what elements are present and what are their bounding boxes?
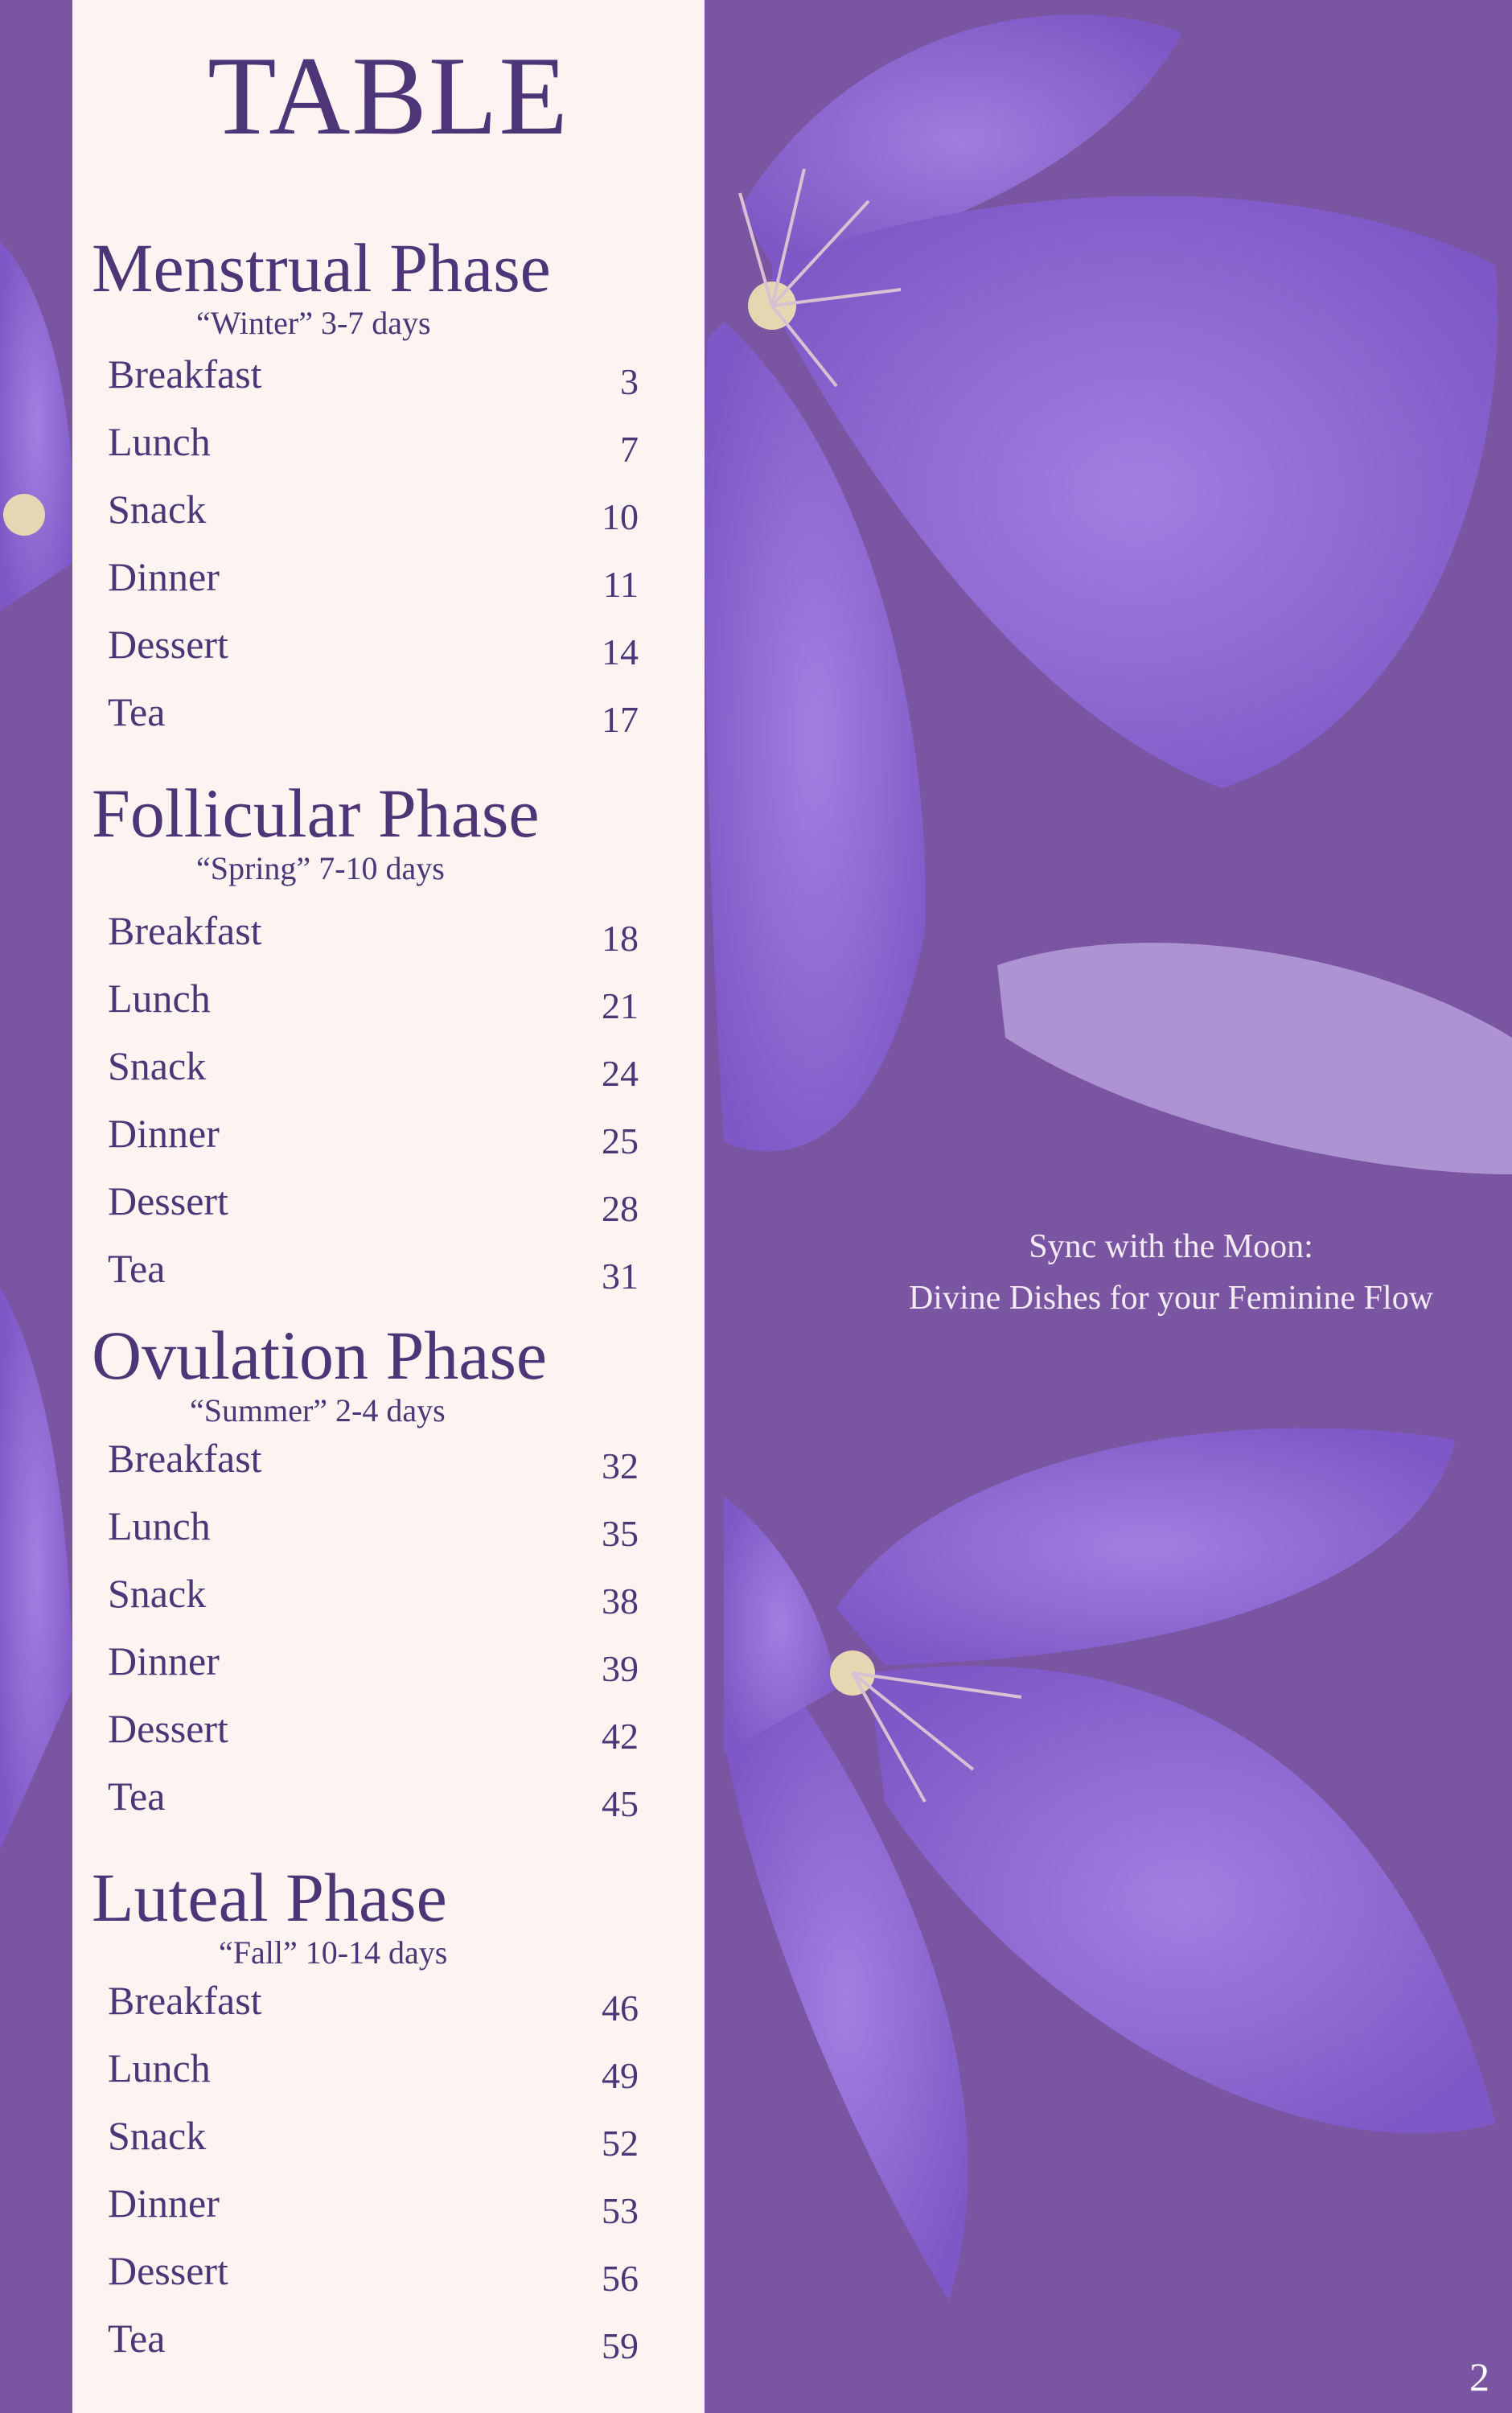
toc-entry-lunch[interactable] xyxy=(72,978,705,1046)
toc-entry-snack[interactable] xyxy=(72,1573,705,1641)
toc-entry-breakfast[interactable] xyxy=(72,1438,705,1506)
entry-label: Dessert xyxy=(108,1178,228,1223)
toc-entry-lunch[interactable] xyxy=(72,421,705,489)
entry-label: Dessert xyxy=(108,1706,228,1751)
toc-entry-snack[interactable] xyxy=(72,489,705,557)
toc-entry-breakfast[interactable] xyxy=(72,1980,705,2048)
entry-page-number: 25 xyxy=(602,1120,639,1161)
entry-page-number: 59 xyxy=(602,2325,639,2366)
entry-label: Lunch xyxy=(108,976,211,1021)
entry-page-number: 42 xyxy=(602,1716,639,1757)
entry-page-number: 46 xyxy=(602,1988,639,2029)
entry-page-number: 52 xyxy=(602,2123,639,2164)
table-of-contents-panel xyxy=(72,0,705,2413)
entry-page-number: 32 xyxy=(602,1445,639,1486)
toc-entry-dinner[interactable] xyxy=(72,1113,705,1181)
entry-label: Dinner xyxy=(108,1111,220,1156)
entry-label: Tea xyxy=(108,1774,166,1819)
entry-page-number: 3 xyxy=(620,361,639,402)
phase-title: Ovulation Phase xyxy=(92,1317,548,1394)
entry-label: Snack xyxy=(108,1571,207,1616)
phase-subtitle: “Summer” 2-4 days xyxy=(190,1392,446,1428)
entry-label: Lunch xyxy=(108,1503,211,1548)
entry-label: Snack xyxy=(108,1043,207,1088)
entry-label: Snack xyxy=(108,487,207,532)
entry-page-number: 35 xyxy=(602,1513,639,1554)
entry-label: Tea xyxy=(108,2316,166,2361)
toc-entry-dinner[interactable] xyxy=(72,1638,705,1708)
entry-label: Lunch xyxy=(108,2045,211,2090)
toc-entry-tea[interactable] xyxy=(72,689,705,759)
entry-page-number: 11 xyxy=(602,564,639,605)
phase-title: Luteal Phase xyxy=(92,1859,447,1936)
entry-label: Dinner xyxy=(108,554,220,599)
toc-entry-lunch[interactable] xyxy=(72,1503,705,1573)
entry-page-number: 21 xyxy=(602,985,639,1026)
toc-entry-lunch[interactable] xyxy=(72,2045,705,2115)
toc-entry-dessert[interactable] xyxy=(72,1178,705,1248)
toc-entry-dessert[interactable] xyxy=(72,624,705,692)
entry-label: Dinner xyxy=(108,1638,220,1683)
entry-page-number: 7 xyxy=(620,429,639,470)
entry-label: Breakfast xyxy=(108,908,262,953)
entry-label: Snack xyxy=(108,2113,207,2158)
entry-label: Dessert xyxy=(108,622,228,667)
toc-title: TABLE xyxy=(207,34,569,158)
phase-subtitle: “Spring” 7-10 days xyxy=(196,850,445,886)
entry-page-number: 18 xyxy=(602,918,639,959)
toc-entry-tea[interactable] xyxy=(72,2318,705,2386)
toc-entry-dinner[interactable] xyxy=(72,2183,705,2251)
entry-page-number: 39 xyxy=(602,1648,639,1689)
entry-label: Tea xyxy=(108,1246,166,1291)
entry-label: Breakfast xyxy=(108,1978,262,2023)
entry-page-number: 49 xyxy=(602,2055,639,2096)
phase-title: Menstrual Phase xyxy=(92,229,551,306)
toc-entry-snack[interactable] xyxy=(72,1043,705,1113)
entry-label: Tea xyxy=(108,689,166,734)
toc-entry-tea[interactable] xyxy=(72,1248,705,1316)
phase-title: Follicular Phase xyxy=(92,775,540,852)
page-number: 2 xyxy=(1469,2354,1489,2399)
toc-entry-dinner[interactable] xyxy=(72,554,705,624)
entry-label: Breakfast xyxy=(108,351,262,397)
entry-label: Dinner xyxy=(108,2181,220,2226)
entry-page-number: 56 xyxy=(602,2258,639,2299)
entry-page-number: 45 xyxy=(602,1783,639,1824)
tagline-line-1: Sync with the Moon: xyxy=(1029,1228,1313,1265)
toc-entry-dessert[interactable] xyxy=(72,2248,705,2318)
toc-entry-breakfast[interactable] xyxy=(72,908,705,978)
phase-subtitle: “Winter” 3-7 days xyxy=(196,305,431,341)
entry-label: Dessert xyxy=(108,2248,228,2293)
phase-subtitle: “Fall” 10-14 days xyxy=(219,1934,448,1971)
toc-entry-breakfast[interactable] xyxy=(72,351,705,421)
entry-page-number: 14 xyxy=(602,631,639,672)
entry-page-number: 24 xyxy=(602,1053,639,1094)
entry-page-number: 17 xyxy=(602,699,639,740)
entry-page-number: 10 xyxy=(602,496,639,537)
tagline xyxy=(849,1221,1493,1324)
entry-page-number: 31 xyxy=(602,1256,639,1297)
toc-entry-snack[interactable] xyxy=(72,2115,705,2183)
tagline-line-2: Divine Dishes for your Feminine Flow xyxy=(908,1280,1434,1317)
toc-entry-tea[interactable] xyxy=(72,1776,705,1844)
entry-page-number: 28 xyxy=(602,1188,639,1229)
toc-entry-dessert[interactable] xyxy=(72,1708,705,1776)
entry-page-number: 38 xyxy=(602,1581,639,1622)
entry-page-number: 53 xyxy=(602,2190,639,2231)
entry-label: Breakfast xyxy=(108,1436,262,1481)
entry-label: Lunch xyxy=(108,419,211,464)
